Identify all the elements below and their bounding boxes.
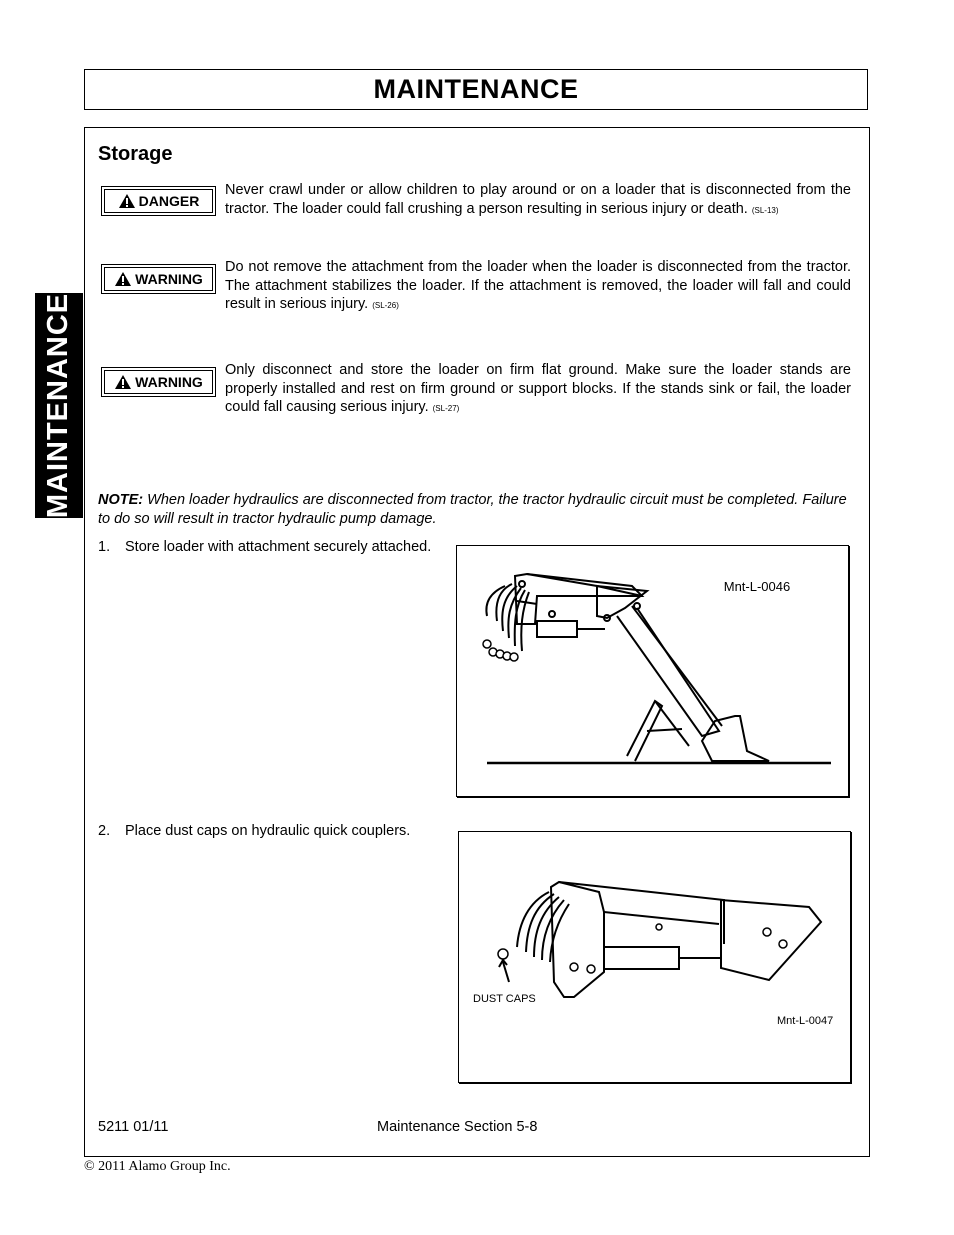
- warning-message-text: Only disconnect and store the loader on firm flat ground. Make sure the loader stands are properly installed and rest on firm ground or support blocks. If the stands sink or fail, the loader could fall causing serious injury.: [225, 362, 851, 415]
- warning-label: [101, 367, 216, 397]
- side-tab-label: MAINTENANCE: [42, 292, 75, 519]
- section-page-number: Maintenance Section 5-8: [377, 1119, 538, 1135]
- alert-triangle-icon: [114, 271, 132, 287]
- step-2: [98, 822, 444, 842]
- note-label: NOTE:: [98, 492, 144, 508]
- doc-number: 5211 01/11: [98, 1119, 169, 1135]
- warning-message-code: (SL-27): [432, 404, 460, 413]
- danger-label: [101, 186, 216, 216]
- note: [98, 491, 858, 528]
- figure-loader-stored: [456, 545, 849, 797]
- warning-message-text: Do not remove the attachment from the loader when the loader is disconnected from the tractor. The attachment stabilizes the loader. If the attachment is removed, the loader will fall and could result in serious injury.: [225, 259, 851, 312]
- dust-caps-callout: DUST CAPS: [473, 993, 536, 1005]
- danger-message: [225, 181, 851, 220]
- copyright: © 2011 Alamo Group Inc.: [84, 1159, 231, 1174]
- alert-triangle-icon: [118, 193, 136, 209]
- figure-dust-caps: [458, 831, 851, 1083]
- danger-message-text: Never crawl under or allow children to play around or on a loader that is disconnected from the tractor. The loader could fall crushing a person resulting in serious injury or death.: [225, 182, 851, 217]
- dust-caps-illustration: [459, 832, 852, 1084]
- warning-message: [225, 361, 851, 419]
- page-header: [84, 69, 868, 110]
- step-number: 2.: [98, 823, 111, 839]
- step-text: Place dust caps on hydraulic quick couplers.: [125, 823, 411, 839]
- alert-triangle-icon: [114, 374, 132, 390]
- warning-message: [225, 258, 851, 316]
- step-number: 1.: [98, 539, 111, 555]
- warning-message-code: (SL-26): [372, 301, 399, 310]
- section-title: Storage: [98, 143, 173, 165]
- danger-message-code: (SL-13): [751, 205, 779, 215]
- danger-signal-word: DANGER: [138, 193, 200, 209]
- step-1: [98, 538, 444, 578]
- note-text: When loader hydraulics are disconnected from tractor, the tractor hydraulic circuit must be completed. Failure to do so will result in tractor hydraulic pump damage.: [98, 492, 847, 527]
- figure-1-id: Mnt-L-0046: [723, 579, 791, 594]
- step-text: Store loader with attachment securely attached.: [125, 539, 432, 555]
- figure-2-id: Mnt-L-0047: [777, 1015, 834, 1027]
- warning-signal-word: WARNING: [135, 271, 203, 287]
- side-tab: [35, 293, 83, 518]
- warning-signal-word: WARNING: [135, 374, 203, 390]
- warning-label: [101, 264, 216, 294]
- page-title: MAINTENANCE: [373, 74, 579, 104]
- loader-stand-illustration: [457, 546, 850, 798]
